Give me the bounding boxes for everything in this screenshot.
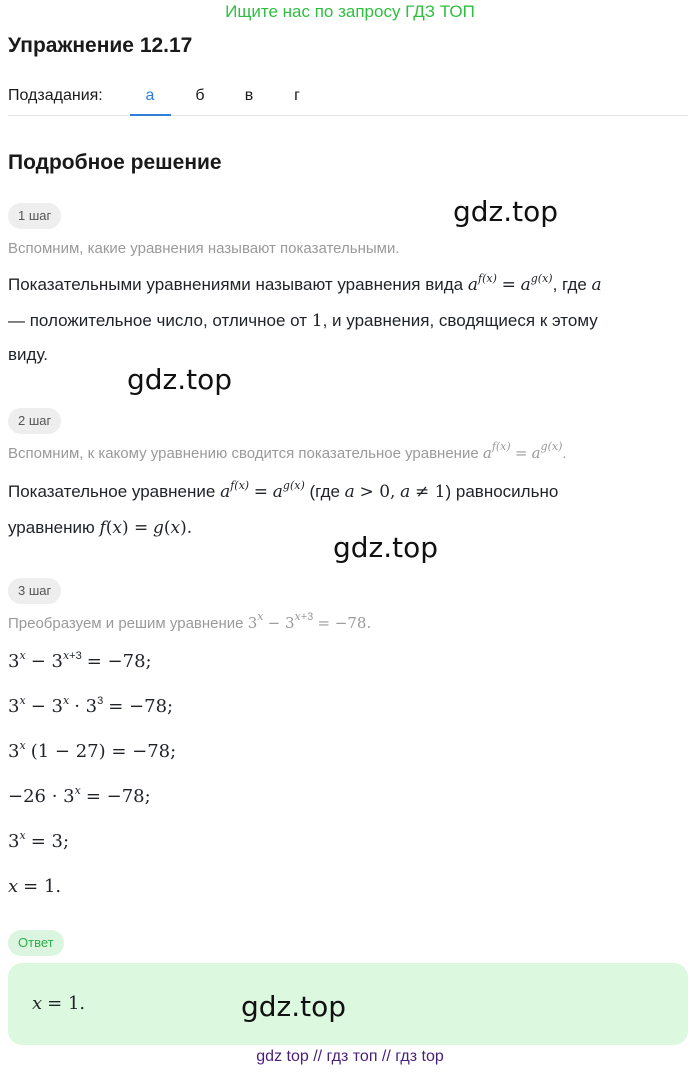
tab-b[interactable]: б bbox=[195, 87, 205, 104]
active-tab-indicator bbox=[130, 114, 171, 116]
answer-value: x = 1. bbox=[32, 993, 86, 1014]
tabs-divider bbox=[8, 115, 688, 116]
tab-v[interactable]: в bbox=[244, 87, 254, 104]
answer-box bbox=[8, 963, 688, 1045]
footer-links[interactable]: gdz top // гдз топ // гдз top bbox=[256, 1048, 444, 1065]
equation-line: x = 1. bbox=[8, 876, 62, 897]
watermark: gdz.top bbox=[241, 990, 347, 1023]
watermark: gdz.top bbox=[453, 195, 559, 228]
step-badge: 1 шаг bbox=[8, 203, 61, 229]
equation-line: $3^x - 3^x \cdot 3^3 = -78$; bbox=[8, 694, 174, 717]
equation-line: $3^x - 3^{x+3} = -78$; bbox=[8, 649, 152, 672]
equation-line: 3$^x$ = 3; bbox=[8, 829, 70, 852]
promo-banner: Ищите нас по запросу ГДЗ ТОП bbox=[225, 2, 475, 21]
step-text: Показательными уравнениями называют уравнения вида $a^{f(x)} = a^{g(x)}$, где a — положительное число, отличное от 1, и уравнения, сводящиеся к этому виду. bbox=[8, 272, 602, 364]
answer-badge: Ответ bbox=[8, 930, 64, 956]
step-badge: 3 шаг bbox=[8, 578, 61, 604]
solution-title: Подробное решение bbox=[8, 151, 222, 174]
subtasks-label: Подзадания: bbox=[8, 87, 103, 104]
equation-line: 3$^x$ (1 − 27) = −78; bbox=[8, 739, 177, 762]
page-title: Упражнение 12.17 bbox=[8, 34, 193, 57]
step-hint: Вспомним, к какому уравнению сводится показательное уравнение $a^{f(x)} = a^{g(x)}$. bbox=[8, 440, 567, 462]
step-hint: Вспомним, какие уравнения называют показательными. bbox=[8, 240, 400, 257]
watermark: gdz.top bbox=[333, 531, 439, 564]
tab-a[interactable]: а bbox=[145, 87, 155, 104]
tab-g[interactable]: г bbox=[294, 87, 300, 104]
step-badge: 2 шаг bbox=[8, 408, 61, 434]
watermark: gdz.top bbox=[127, 363, 233, 396]
equation-line: $-26 \cdot 3^x = -78$; bbox=[8, 784, 151, 807]
step-text: Показательное уравнение $a^{f(x)} = a^{g(x)}$ (где a > 0, a ≠ 1) равносильно уравнению f(x) = g(x). bbox=[8, 479, 559, 538]
step-hint: Преобразуем и решим уравнение $3^x - 3^{x+3} = -78$. bbox=[8, 610, 372, 632]
